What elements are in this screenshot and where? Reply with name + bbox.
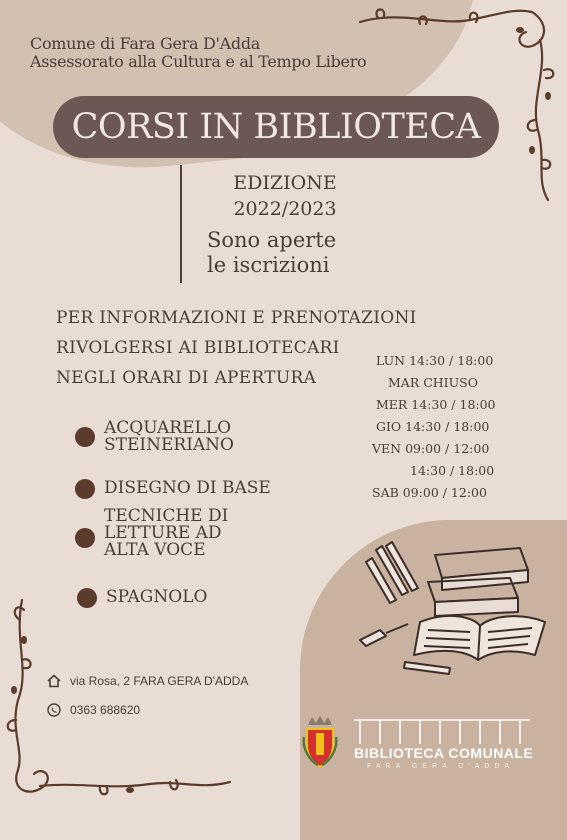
hours-row: SAB 09:00 / 12:00 bbox=[372, 485, 487, 500]
home-icon bbox=[47, 674, 61, 688]
library-name: BIBLIOTECA COMUNALE bbox=[354, 745, 534, 761]
course-name: ACQUARELLO bbox=[104, 418, 232, 438]
course-name: DISEGNO DI BASE bbox=[104, 478, 271, 498]
enrollment-line-1: Sono aperte bbox=[207, 228, 337, 252]
bullet-icon bbox=[75, 479, 95, 499]
course-item bbox=[75, 479, 271, 499]
course-name: STEINERIANO bbox=[104, 435, 234, 455]
phone-row bbox=[47, 703, 140, 717]
coat-of-arms-logo bbox=[302, 715, 338, 769]
books-illustration bbox=[350, 540, 560, 680]
phone-icon bbox=[47, 703, 61, 717]
info-line-1: PER INFORMAZIONI E PRENOTAZIONI bbox=[56, 308, 417, 328]
divider-line bbox=[180, 165, 182, 283]
phone-text: 0363 688620 bbox=[70, 703, 141, 717]
title-banner bbox=[53, 96, 499, 158]
page-title: CORSI IN BIBLIOTECA bbox=[71, 107, 481, 147]
enrollment-line-2: le iscrizioni bbox=[207, 253, 330, 277]
top-background-shape bbox=[0, 0, 490, 187]
edition-years: 2022/2023 bbox=[233, 198, 337, 220]
library-subtitle: FARA GERA D'ADDA bbox=[367, 763, 515, 770]
course-item bbox=[75, 508, 228, 559]
edition-label: EDIZIONE bbox=[233, 172, 337, 194]
hours-row: MAR CHIUSO bbox=[388, 375, 478, 390]
hours-row: VEN 09:00 / 12:00 bbox=[372, 441, 490, 456]
course-name: SPAGNOLO bbox=[106, 587, 208, 607]
bullet-icon bbox=[77, 588, 97, 608]
organization-header bbox=[30, 35, 366, 71]
municipality-name: Comune di Fara Gera D'Adda bbox=[30, 34, 261, 53]
edition-block bbox=[220, 170, 350, 222]
department-name: Assessorato alla Cultura e al Tempo Libero bbox=[30, 52, 367, 71]
library-columns-logo bbox=[352, 718, 532, 746]
hours-row: LUN 14:30 / 18:00 bbox=[376, 353, 494, 368]
address-text: via Rosa, 2 FARA GERA D'ADDA bbox=[70, 674, 249, 688]
hours-row: MER 14:30 / 18:00 bbox=[376, 397, 496, 412]
hours-row: 14:30 / 18:00 bbox=[410, 463, 495, 478]
enrollment-notice bbox=[207, 228, 336, 278]
hours-row: GIO 14:30 / 18:00 bbox=[376, 419, 490, 434]
course-item bbox=[75, 420, 234, 454]
bullet-icon bbox=[75, 427, 95, 447]
opening-hours bbox=[360, 350, 520, 504]
address-row bbox=[47, 674, 248, 688]
course-name: TECNICHE DI bbox=[104, 506, 229, 526]
course-name: LETTURE AD bbox=[104, 523, 222, 543]
info-line-2: RIVOLGERSI AI BIBLIOTECARI bbox=[56, 338, 340, 358]
course-name: ALTA VOCE bbox=[104, 540, 206, 560]
course-item bbox=[77, 588, 207, 608]
info-line-3: NEGLI ORARI DI APERTURA bbox=[56, 368, 317, 388]
bullet-icon bbox=[75, 528, 95, 548]
